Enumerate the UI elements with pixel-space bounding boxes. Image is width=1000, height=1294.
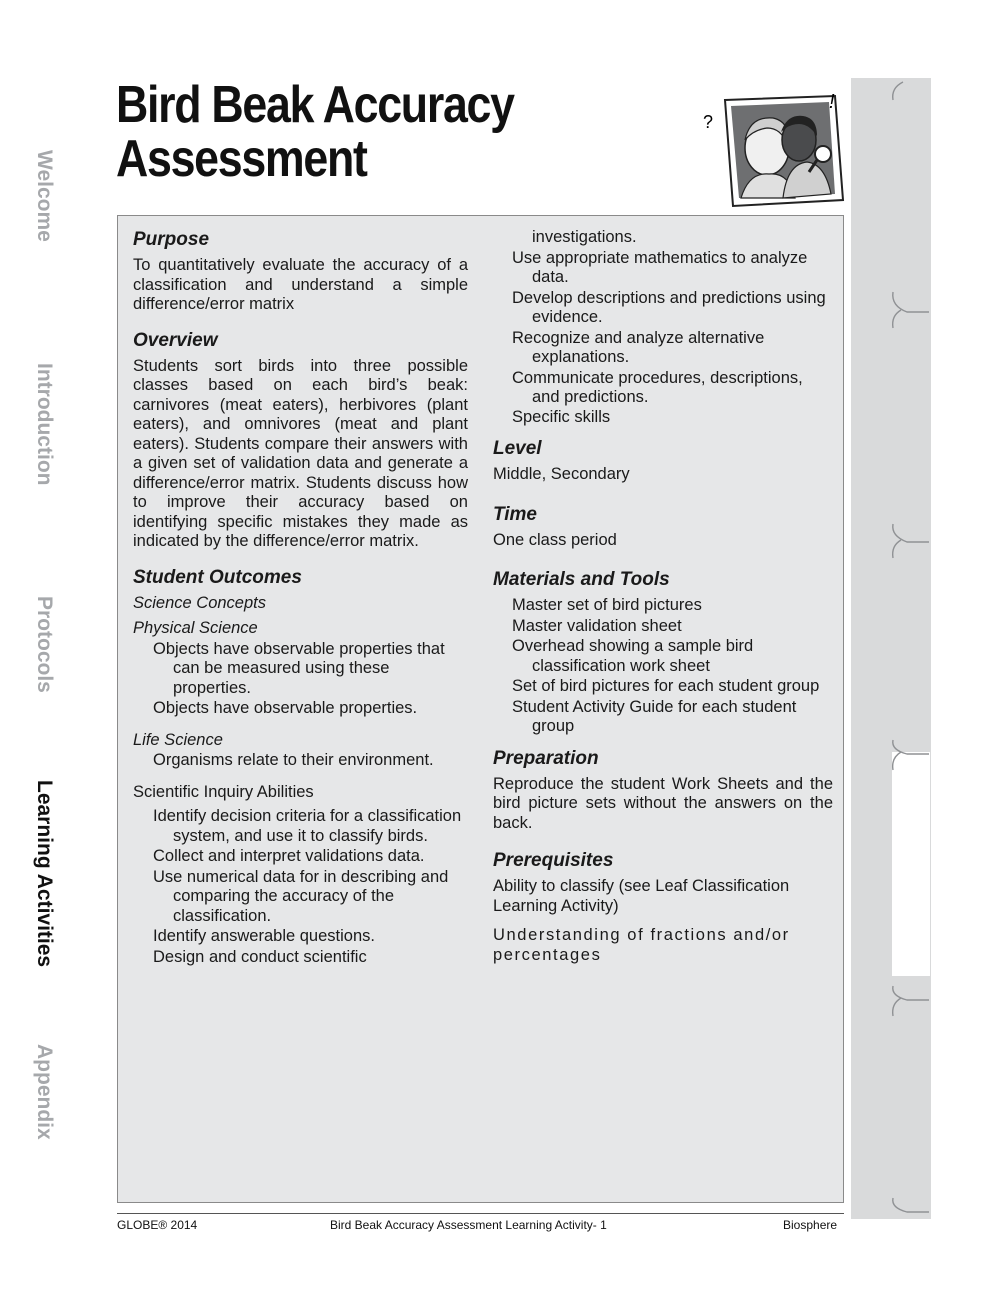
footer-right: Biosphere bbox=[783, 1218, 838, 1232]
title-line-1: Bird Beak Accuracy bbox=[116, 76, 514, 134]
footer-center: Bird Beak Accuracy Assessment Learning Activity- 1 bbox=[330, 1218, 607, 1232]
student-outcomes-heading: Student Outcomes bbox=[133, 566, 302, 588]
list-item: Overhead showing a sample bird classification work sheet bbox=[512, 637, 754, 675]
footer-left: GLOBE® 2014 bbox=[117, 1218, 198, 1232]
list-item: Objects have observable properties. bbox=[153, 699, 418, 717]
list-item: Collect and interpret validations data. bbox=[153, 847, 425, 865]
content-panel bbox=[117, 215, 844, 1203]
purpose-text: To quantitatively evaluate the accuracy of a classification and understand a simple difference/error matrix bbox=[133, 256, 468, 313]
list-item-continued: investigations. bbox=[532, 228, 637, 246]
left-column bbox=[133, 228, 468, 967]
tab-dividers bbox=[851, 78, 931, 1219]
list-item: Organisms relate to their environment. bbox=[153, 751, 434, 769]
title-line-2: Assessment bbox=[116, 130, 367, 188]
right-column bbox=[493, 228, 833, 965]
level-section bbox=[493, 437, 833, 485]
overview-section bbox=[133, 329, 468, 552]
question-mark-icon: ? bbox=[703, 112, 714, 132]
page-title bbox=[116, 78, 514, 186]
time-text: One class period bbox=[493, 530, 617, 549]
list-item: Master set of bird pictures bbox=[512, 596, 702, 614]
scientific-inquiry-label: Scientific Inquiry Abilities bbox=[133, 782, 314, 801]
tab-protocols[interactable]: Protocols bbox=[33, 596, 56, 693]
materials-section bbox=[493, 568, 833, 737]
list-item: Recognize and analyze alternative explanations. bbox=[512, 328, 765, 366]
preparation-section bbox=[493, 747, 833, 834]
prerequisites-heading: Prerequisites bbox=[493, 850, 614, 871]
list-item: Identify answerable questions. bbox=[153, 927, 375, 945]
footer-divider bbox=[117, 1213, 844, 1214]
list-item: Develop descriptions and predictions using evidence. bbox=[512, 288, 826, 326]
level-text: Middle, Secondary bbox=[493, 465, 630, 483]
students-with-magnifier-illustration bbox=[695, 88, 845, 208]
tab-appendix[interactable]: Appendix bbox=[33, 1044, 56, 1140]
purpose-section bbox=[133, 228, 468, 315]
physical-science-label: Physical Science bbox=[133, 619, 258, 637]
list-item: Set of bird pictures for each student group bbox=[512, 677, 820, 695]
materials-heading: Materials and Tools bbox=[493, 569, 670, 590]
tab-introduction[interactable]: Introduction bbox=[33, 363, 56, 486]
life-science-label: Life Science bbox=[133, 730, 223, 749]
science-concepts-label: Science Concepts bbox=[133, 593, 266, 612]
exclamation-mark-icon: ! bbox=[829, 91, 835, 113]
preparation-heading: Preparation bbox=[493, 747, 599, 769]
purpose-heading: Purpose bbox=[133, 229, 210, 250]
prerequisites-section bbox=[493, 849, 833, 965]
time-heading: Time bbox=[493, 503, 538, 525]
list-item: Use numerical data for in describing and comparing the accuracy of the classification. bbox=[153, 867, 449, 925]
tab-learning-activities[interactable]: Learning Activities bbox=[33, 780, 56, 968]
preparation-text: Reproduce the student Work Sheets and the bird picture sets without the answers on the back. bbox=[493, 774, 833, 832]
list-item: Use appropriate mathematics to analyze data. bbox=[512, 248, 808, 286]
list-item: Identify decision criteria for a classification system, and use it to classify birds. bbox=[153, 807, 462, 845]
prerequisites-text-1: Ability to classify (see Leaf Classification Learning Activity) bbox=[493, 877, 790, 915]
list-item: Master validation sheet bbox=[512, 616, 682, 635]
list-item: Design and conduct scientific bbox=[153, 947, 367, 966]
illustration-frame bbox=[725, 96, 843, 206]
tab-welcome[interactable]: Welcome bbox=[33, 150, 56, 242]
list-item: Objects have observable properties that can be measured using these properties. bbox=[153, 639, 445, 697]
overview-heading: Overview bbox=[133, 329, 218, 351]
time-section bbox=[493, 503, 833, 551]
level-heading: Level bbox=[493, 438, 542, 459]
overview-text: Students sort birds into three possible classes based on each bird’s beak: carnivores (meat eaters), herbivores (plant eaters), and omnivores (meat and plant eaters). Students compare their answers with a given set of validation data and generate a difference/error matrix. Students discuss how to improve their accuracy based on identifying specific mistakes they made as indicated by the difference/error matrix. bbox=[133, 356, 468, 550]
list-item: Specific skills bbox=[512, 407, 611, 426]
student-outcomes-section bbox=[133, 566, 468, 968]
prerequisites-text-2: Understanding of fractions and/or percentages bbox=[493, 926, 790, 964]
list-item: Student Activity Guide for each student group bbox=[512, 697, 797, 735]
list-item: Communicate procedures, descriptions, and predictions. bbox=[512, 368, 803, 406]
